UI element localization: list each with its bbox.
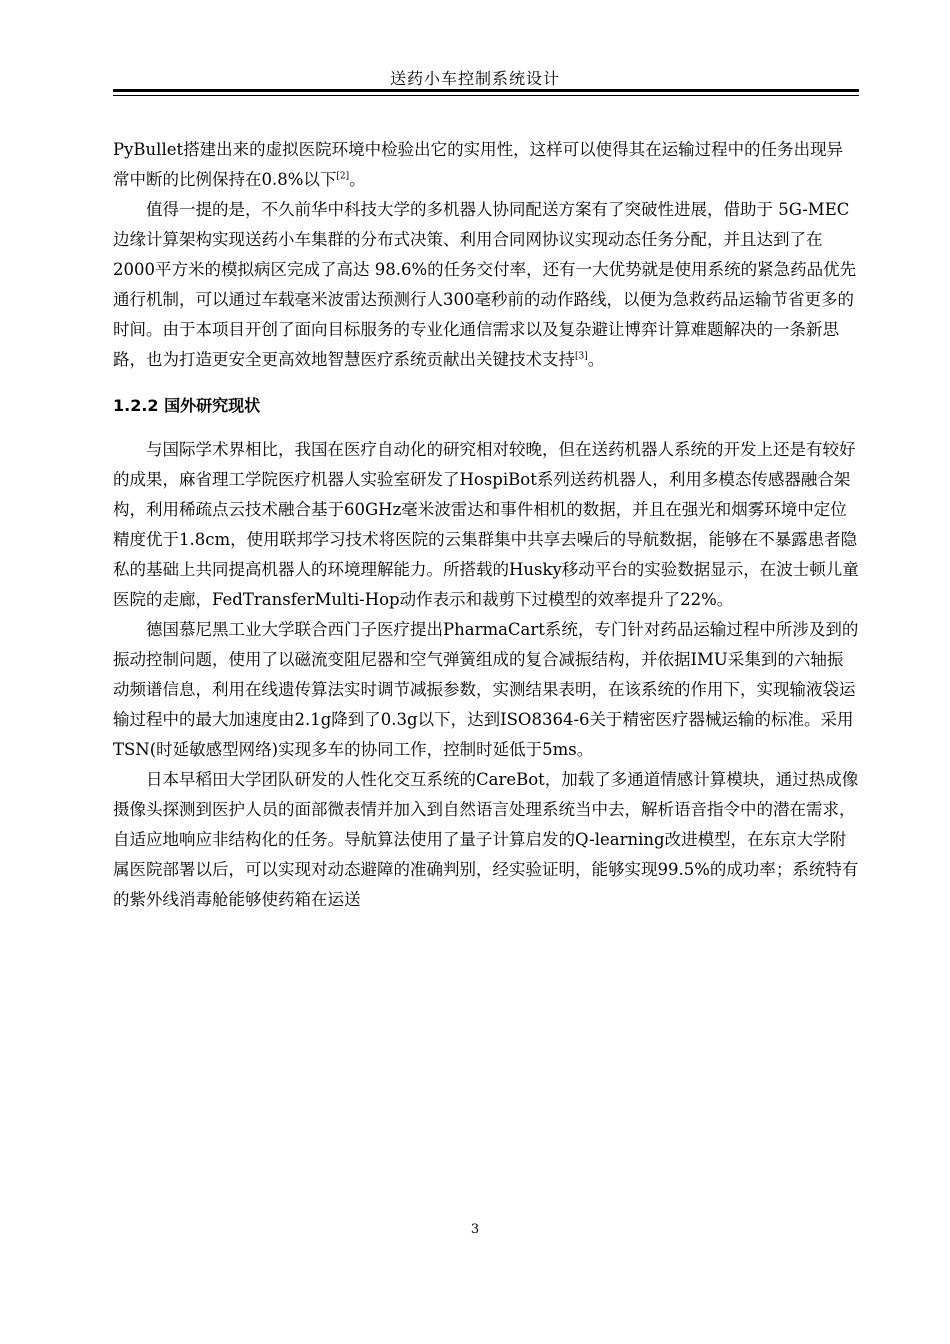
paragraph: 德国慕尼黑工业大学联合西门子医疗提出PharmaCart系统，专门针对药品运输过程中所涉及到的振动控制问题，使用了以磁流变阻尼器和空气弹簧组成的复合减振结构，并依据IMU采集到的六轴振动频谱信息，利用在线遗传算法实时调节减振参数，实测结果表明，在该系统的作用下，实现输液袋运输过程中的最大加速度由2.1g降到了0.3g以下，达到ISO8364-6关于精密医疗器械运输的标准。采用TSN(时延敏感型网络)实现多车的协同工作，控制时延低于5ms。 (113, 620, 859, 759)
page-number: 3 (470, 1222, 480, 1237)
citation-ref: [2] (336, 171, 350, 182)
header-rule-thick (113, 89, 859, 92)
running-header-title: 送药小车控制系统设计 (389, 69, 560, 88)
body-text (113, 135, 859, 915)
header-rule-thin (113, 95, 859, 96)
paragraph-continuation: PyBullet搭建出来的虚拟医院环境中检验出它的实用性，这样可以使得其在运输过程中的任务出现异常中断的比例保持在0.8%以下[2]。 (113, 140, 844, 189)
paragraph: 日本早稻田大学团队研发的人性化交互系统的CareBot，加载了多通道情感计算模块，通过热成像摄像头探测到医护人员的面部微表情并加入到自然语言处理系统当中去，解析语音指令中的潜在需求，自适应地响应非结构化的任务。导航算法使用了量子计算启发的Q-learning改进模型，在东京大学附属医院部署以后，可以实现对动态避障的准确判别，经实验证明，能够实现99.5%的成功率；系统特有的紫外线消毒舱能够使药箱在运送 (113, 770, 859, 909)
paragraph: 与国际学术界相比，我国在医疗自动化的研究相对较晚，但在送药机器人系统的开发上还是有较好的成果，麻省理工学院医疗机器人实验室研发了HospiBot系列送药机器人，利用多模态传感器融合架构，利用稀疏点云技术融合基于60GHz毫米波雷达和事件相机的数据，并且在强光和烟雾环境中定位精度优于1.8cm，使用联邦学习技术将医院的云集群集中共享去噪后的导航数据，能够在不暴露患者隐私的基础上共同提高机器人的环境理解能力。所搭载的Husky移动平台的实验数据显示，在波士顿儿童医院的走廊，FedTransferMulti-Hop动作表示和裁剪下过模型的效率提升了22%。 (113, 440, 859, 609)
section-heading: 1.2.2 国外研究现状 (113, 396, 261, 415)
paragraph: 值得一提的是，不久前华中科技大学的多机器人协同配送方案有了突破性进展，借助于 5G-MEC边缘计算架构实现送药小车集群的分布式决策、利用合同网协议实现动态任务分配，并且达到了在 2000平方米的模拟病区完成了高达 98.6%的任务交付率，还有一大优势就是使用系统的紧急药品优先通行机制，可以通过车载毫米波雷达预测行人300毫秒前的动作路线，以便为急救药品运输节省更多的时间。由于本项目开创了面向目标服务的专业化通信需求以及复杂避让博弈计算难题解决的一条新思路，也为打造更安全更高效地智慧医疗系统贡献出关键技术支持[3]。 (113, 200, 857, 369)
citation-ref: [3] (575, 351, 588, 362)
